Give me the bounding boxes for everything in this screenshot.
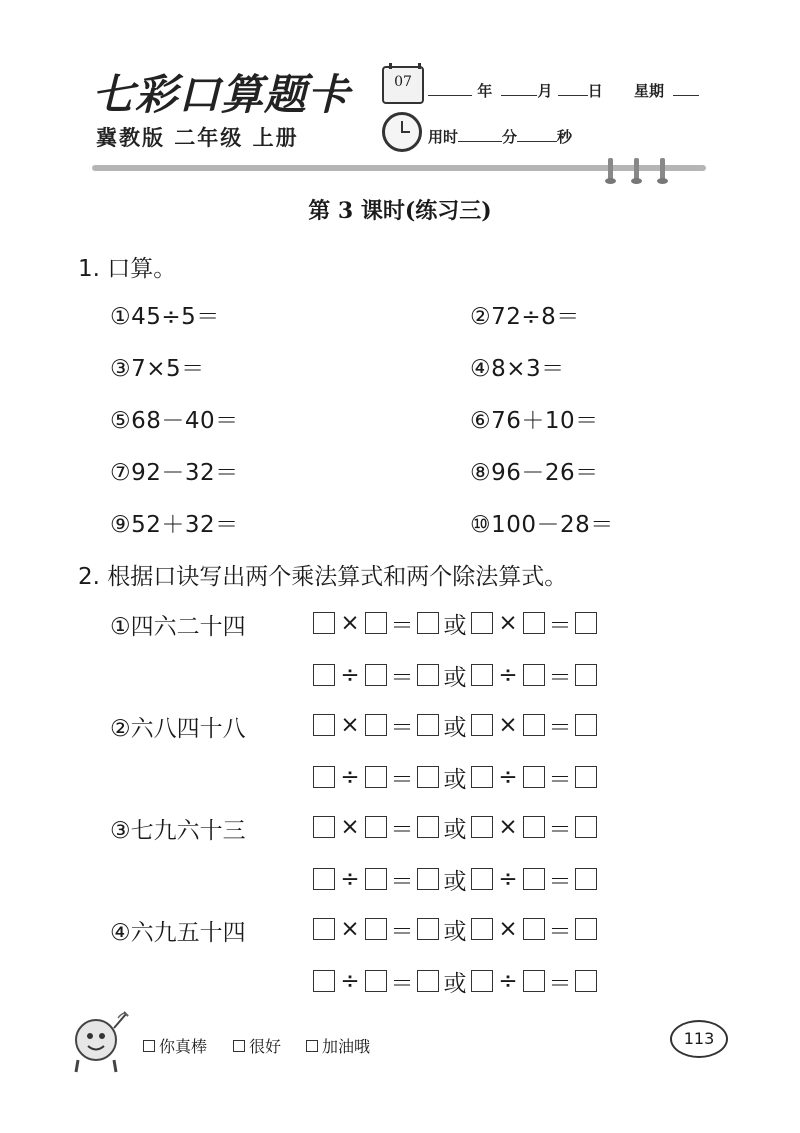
day-blank[interactable]: [558, 81, 588, 96]
problem: ④8×3＝: [470, 356, 565, 382]
multiplication-row: × ＝ 或 × ＝: [312, 608, 598, 638]
lesson-title: 第 3 课时(练习三): [308, 198, 492, 224]
problem: ⑩100－28＝: [470, 512, 614, 538]
rating-checkbox[interactable]: [143, 1040, 155, 1052]
weekday-label: 星期: [633, 82, 664, 100]
second-blank[interactable]: [517, 127, 557, 142]
answer-box[interactable]: [313, 714, 335, 736]
answer-box[interactable]: [313, 664, 335, 686]
answer-box[interactable]: [523, 664, 545, 686]
answer-box[interactable]: [471, 612, 493, 634]
problem: ①45÷5＝: [110, 304, 220, 330]
calendar-icon: [382, 66, 424, 104]
binder-pin-icon: [660, 158, 665, 180]
year-blank[interactable]: [428, 81, 472, 96]
answer-box[interactable]: [575, 664, 597, 686]
answer-box[interactable]: [575, 868, 597, 890]
section2-title: 2. 根据口诀写出两个乘法算式和两个除法算式。: [78, 564, 568, 590]
answer-box[interactable]: [417, 970, 439, 992]
answer-box[interactable]: [365, 918, 387, 940]
answer-box[interactable]: [523, 868, 545, 890]
problem: ⑦92－32＝: [110, 460, 239, 486]
problem: ⑨52＋32＝: [110, 512, 239, 538]
answer-box[interactable]: [313, 816, 335, 838]
weekday-blank[interactable]: [673, 81, 699, 96]
answer-box[interactable]: [523, 970, 545, 992]
rating-checkbox[interactable]: [233, 1040, 245, 1052]
rhyme-label: ②六八四十八: [110, 716, 246, 742]
rhyme-label: ④六九五十四: [110, 920, 246, 946]
answer-box[interactable]: [365, 714, 387, 736]
answer-box[interactable]: [575, 714, 597, 736]
header-divider: [92, 165, 706, 171]
answer-box[interactable]: [575, 612, 597, 634]
answer-box[interactable]: [575, 970, 597, 992]
date-line: [428, 80, 699, 101]
answer-box[interactable]: [471, 970, 493, 992]
answer-box[interactable]: [471, 766, 493, 788]
answer-box[interactable]: [417, 714, 439, 736]
rhyme-label: ①四六二十四: [110, 614, 246, 640]
mascot-icon: [68, 1006, 132, 1076]
answer-box[interactable]: [313, 612, 335, 634]
edition-subtitle: 冀教版 二年级 上册: [96, 126, 299, 150]
division-row: ÷ ＝ 或 ÷ ＝: [312, 762, 598, 792]
division-row: ÷ ＝ 或 ÷ ＝: [312, 864, 598, 894]
answer-box[interactable]: [523, 816, 545, 838]
rating-option[interactable]: 很好: [233, 1034, 281, 1057]
answer-box[interactable]: [365, 766, 387, 788]
problem: ③7×5＝: [110, 356, 205, 382]
time-line: [428, 126, 572, 147]
time-used-label: 用时: [428, 128, 459, 146]
answer-box[interactable]: [365, 868, 387, 890]
problem: ⑤68－40＝: [110, 408, 239, 434]
answer-box[interactable]: [313, 766, 335, 788]
answer-box[interactable]: [471, 868, 493, 890]
answer-box[interactable]: [471, 664, 493, 686]
division-row: ÷ ＝ 或 ÷ ＝: [312, 966, 598, 996]
answer-box[interactable]: [417, 868, 439, 890]
answer-box[interactable]: [313, 868, 335, 890]
month-label: 月: [537, 82, 553, 100]
problem: ⑧96－26＝: [470, 460, 599, 486]
division-row: ÷ ＝ 或 ÷ ＝: [312, 660, 598, 690]
page-number: 113: [670, 1020, 728, 1058]
binder-pin-icon: [608, 158, 613, 180]
answer-box[interactable]: [313, 918, 335, 940]
rating-option[interactable]: 加油哦: [306, 1034, 370, 1057]
rating-checkbox[interactable]: [306, 1040, 318, 1052]
answer-box[interactable]: [523, 612, 545, 634]
calendar-day: 07: [394, 74, 412, 90]
answer-box[interactable]: [365, 970, 387, 992]
answer-box[interactable]: [523, 714, 545, 736]
answer-box[interactable]: [365, 816, 387, 838]
multiplication-row: × ＝ 或 × ＝: [312, 710, 598, 740]
rating-option[interactable]: 你真棒: [143, 1034, 207, 1057]
problem: ②72÷8＝: [470, 304, 580, 330]
answer-box[interactable]: [471, 816, 493, 838]
answer-box[interactable]: [471, 714, 493, 736]
answer-box[interactable]: [523, 918, 545, 940]
answer-box[interactable]: [417, 816, 439, 838]
answer-box[interactable]: [575, 766, 597, 788]
minute-blank[interactable]: [458, 127, 502, 142]
answer-box[interactable]: [471, 918, 493, 940]
answer-box[interactable]: [575, 816, 597, 838]
answer-box[interactable]: [417, 918, 439, 940]
multiplication-row: × ＝ 或 × ＝: [312, 914, 598, 944]
second-label: 秒: [557, 128, 573, 146]
rhyme-label: ③七九六十三: [110, 818, 246, 844]
multiplication-row: × ＝ 或 × ＝: [312, 812, 598, 842]
section1-title: 1. 口算。: [78, 256, 177, 282]
clock-icon: [382, 112, 422, 152]
binder-pin-icon: [634, 158, 639, 180]
answer-box[interactable]: [417, 766, 439, 788]
minute-label: 分: [502, 128, 518, 146]
year-label: 年: [477, 82, 493, 100]
answer-box[interactable]: [313, 970, 335, 992]
month-blank[interactable]: [501, 81, 537, 96]
day-label: 日: [587, 82, 603, 100]
answer-box[interactable]: [523, 766, 545, 788]
answer-box[interactable]: [365, 664, 387, 686]
answer-box[interactable]: [417, 612, 439, 634]
answer-box[interactable]: [417, 664, 439, 686]
answer-box[interactable]: [365, 612, 387, 634]
answer-box[interactable]: [575, 918, 597, 940]
brand-title: 七彩口算题卡: [92, 70, 351, 119]
problem: ⑥76＋10＝: [470, 408, 599, 434]
